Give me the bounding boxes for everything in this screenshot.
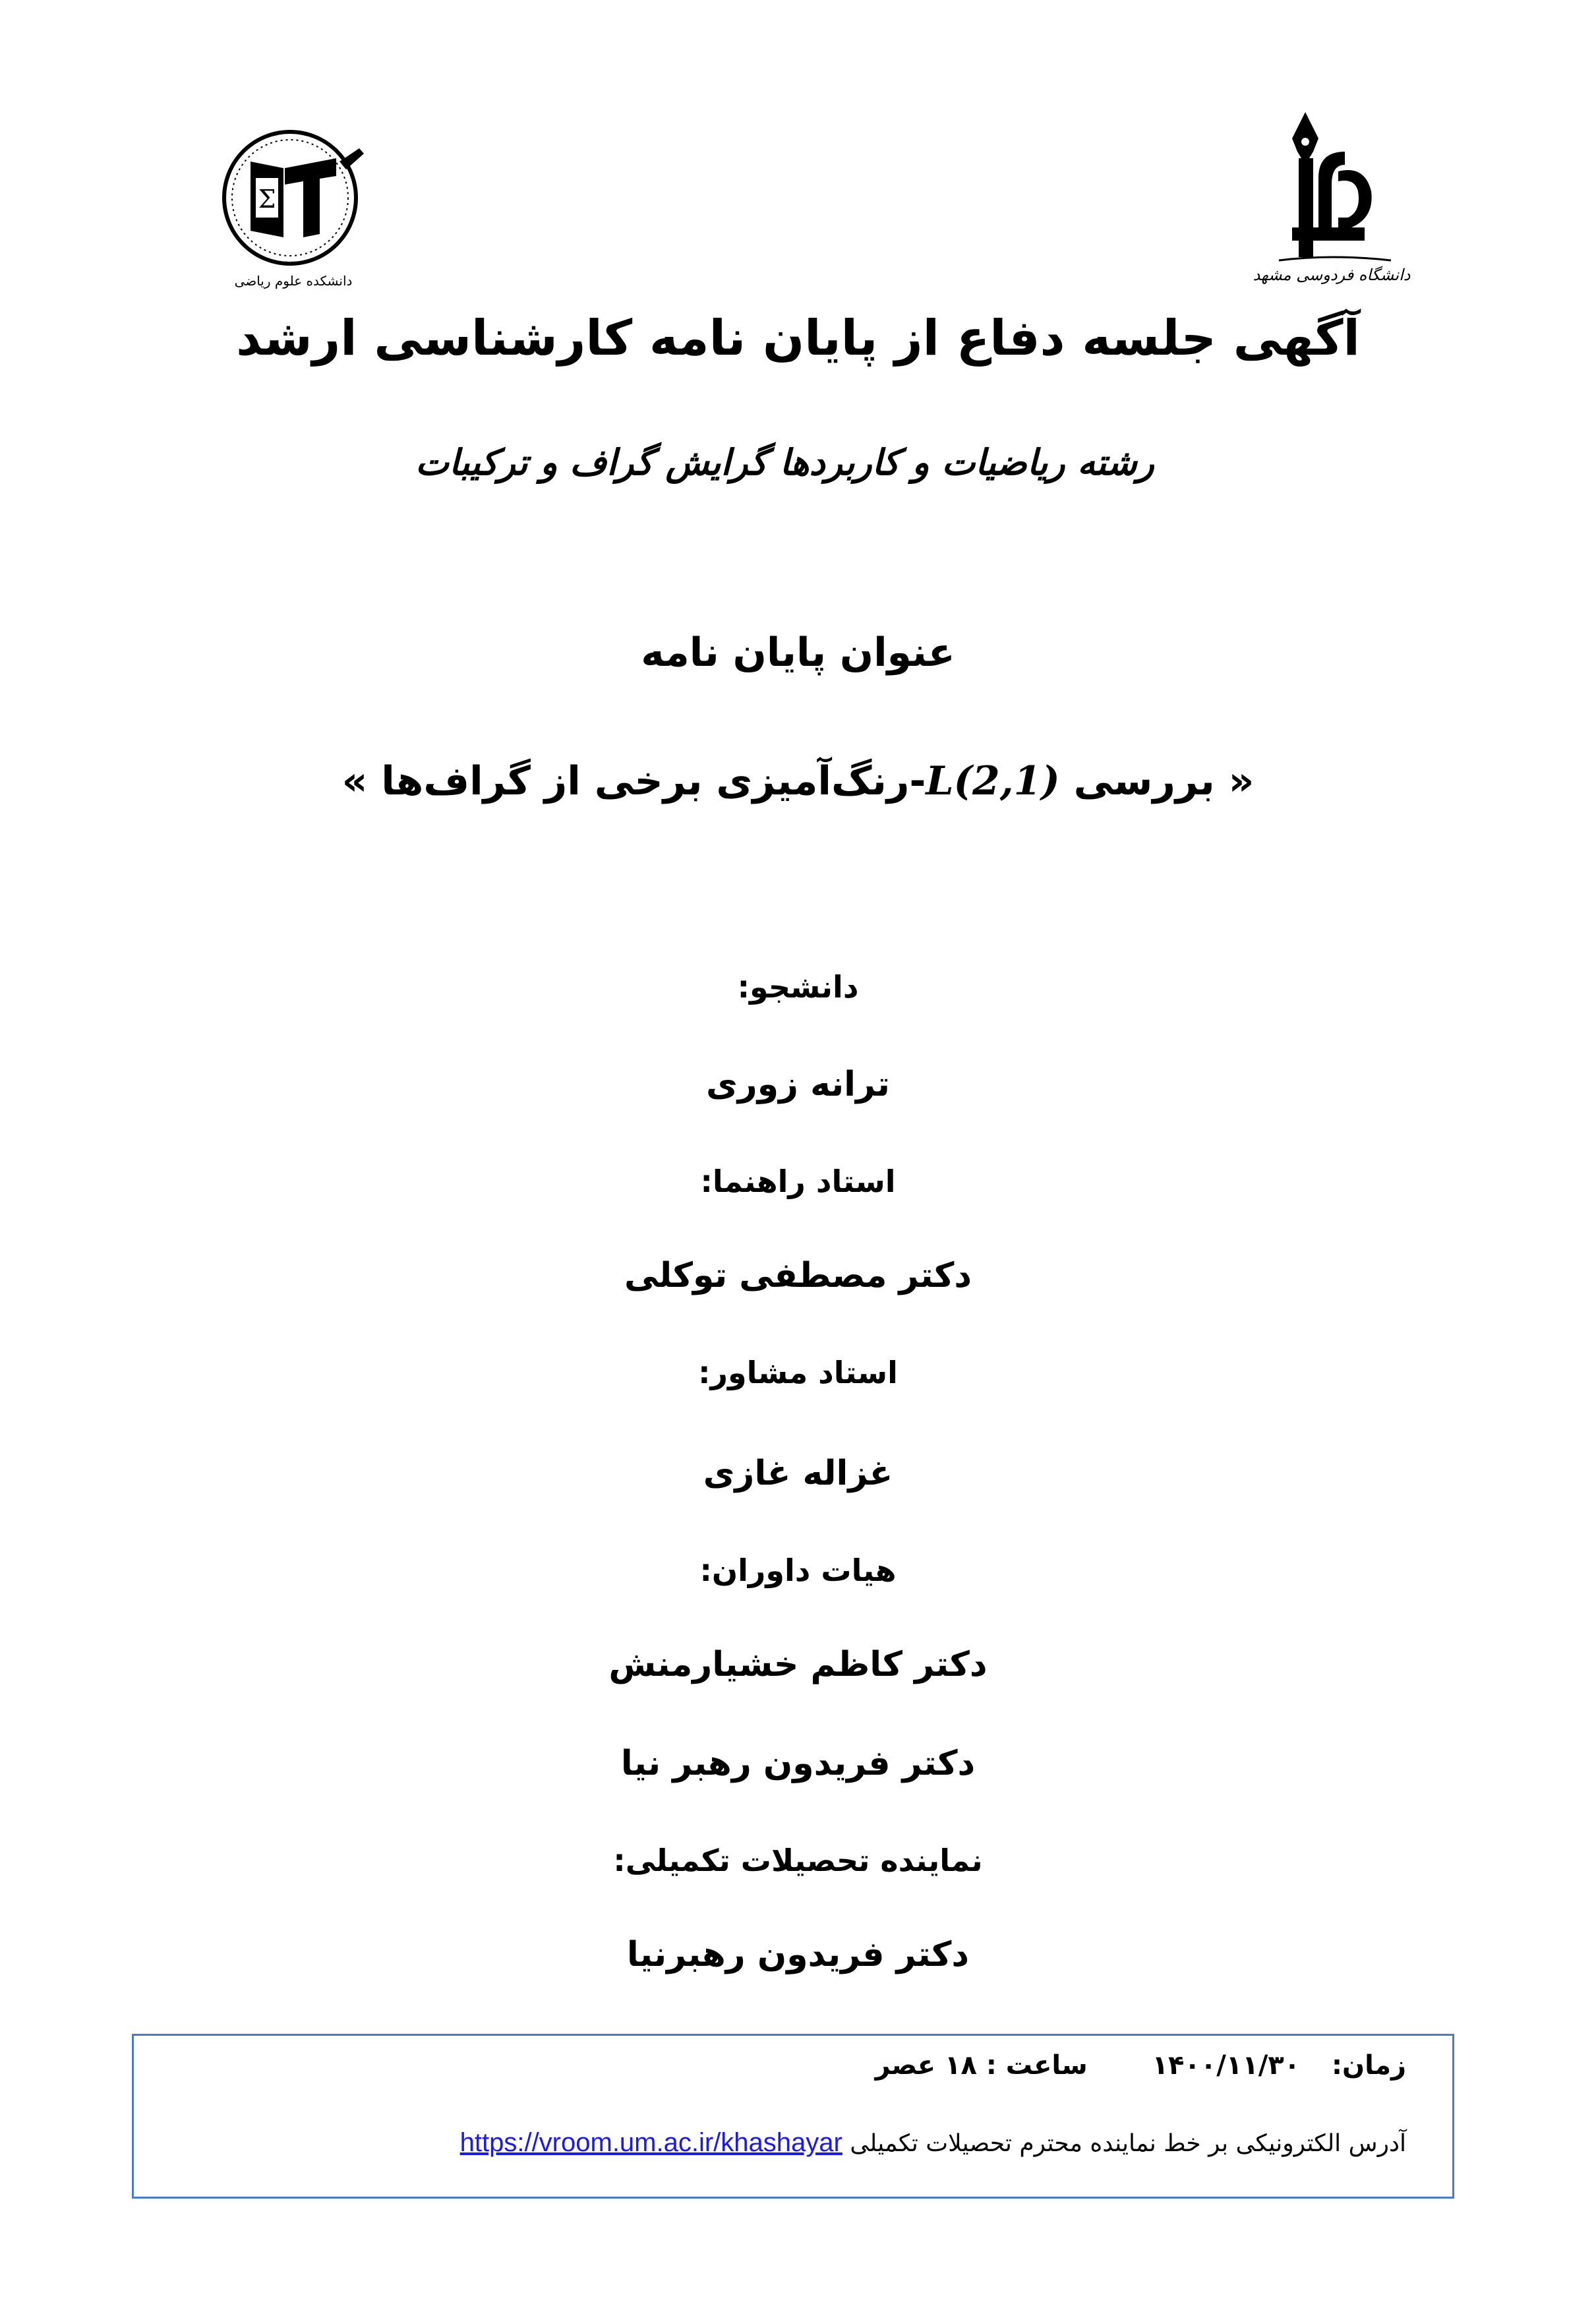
- jury-label: هیات داوران:: [699, 1553, 897, 1588]
- student-name: ترانه زوری: [706, 1065, 890, 1104]
- thesis-title-suffix: -رنگ‌آمیزی برخی از گراف‌ها: [381, 758, 926, 804]
- page-title: آگهی جلسه دفاع از پایان نامه کارشناسی ارشد: [236, 310, 1360, 367]
- jury-member: دکتر کاظم خشیارمنش: [608, 1645, 988, 1684]
- thesis-title: [0, 758, 1596, 804]
- advisor-name: غزاله غازی: [703, 1454, 893, 1493]
- date-label: زمان:: [1332, 2050, 1406, 2081]
- thesis-title-math: L(2,1): [926, 758, 1060, 804]
- date-value: ۱۴۰۰/۱۱/۳۰: [1152, 2050, 1301, 2081]
- close-quote: »: [341, 758, 368, 804]
- student-label: دانشجو:: [737, 969, 859, 1005]
- thesis-title-label: عنوان پایان نامه: [641, 630, 955, 676]
- open-quote: «: [1228, 758, 1255, 804]
- logo-caption-left: دانشکده علوم ریاضی: [234, 273, 353, 289]
- schedule-row: [875, 2050, 1407, 2081]
- faculty-of-mathematical-sciences-logo: [211, 122, 376, 293]
- grad-rep-label: نماینده تحصیلات تکمیلی:: [613, 1843, 983, 1878]
- ferdowsi-university-logo: [1253, 112, 1411, 290]
- logo-caption-right: دانشگاه فردوسی مشهد: [1253, 266, 1411, 284]
- address-label: آدرس الکترونیکی بر خط نماینده محترم تحصیلات تکمیلی: [850, 2130, 1406, 2157]
- svg-text:Σ: Σ: [258, 185, 276, 214]
- meeting-link[interactable]: https://vroom.um.ac.ir/khashayar: [459, 2128, 842, 2157]
- time-label: ساعت :: [986, 2050, 1088, 2081]
- time-value: ۱۸ عصر: [875, 2050, 977, 2081]
- thesis-title-prefix: بررسی: [1073, 758, 1215, 804]
- jury-member: دکتر فریدون رهبر نیا: [620, 1744, 976, 1783]
- schedule-box: [132, 2034, 1454, 2199]
- supervisor-label: استاد راهنما:: [700, 1164, 896, 1199]
- supervisor-name: دکتر مصطفی توکلی: [624, 1256, 972, 1295]
- advisor-label: استاد مشاور:: [698, 1355, 898, 1390]
- grad-rep-name: دکتر فریدون رهبرنیا: [626, 1935, 970, 1974]
- field-of-study: رشته ریاضیات و کاربردها گرایش گراف و ترکیبات: [415, 442, 1154, 483]
- address-row: [460, 2128, 1406, 2158]
